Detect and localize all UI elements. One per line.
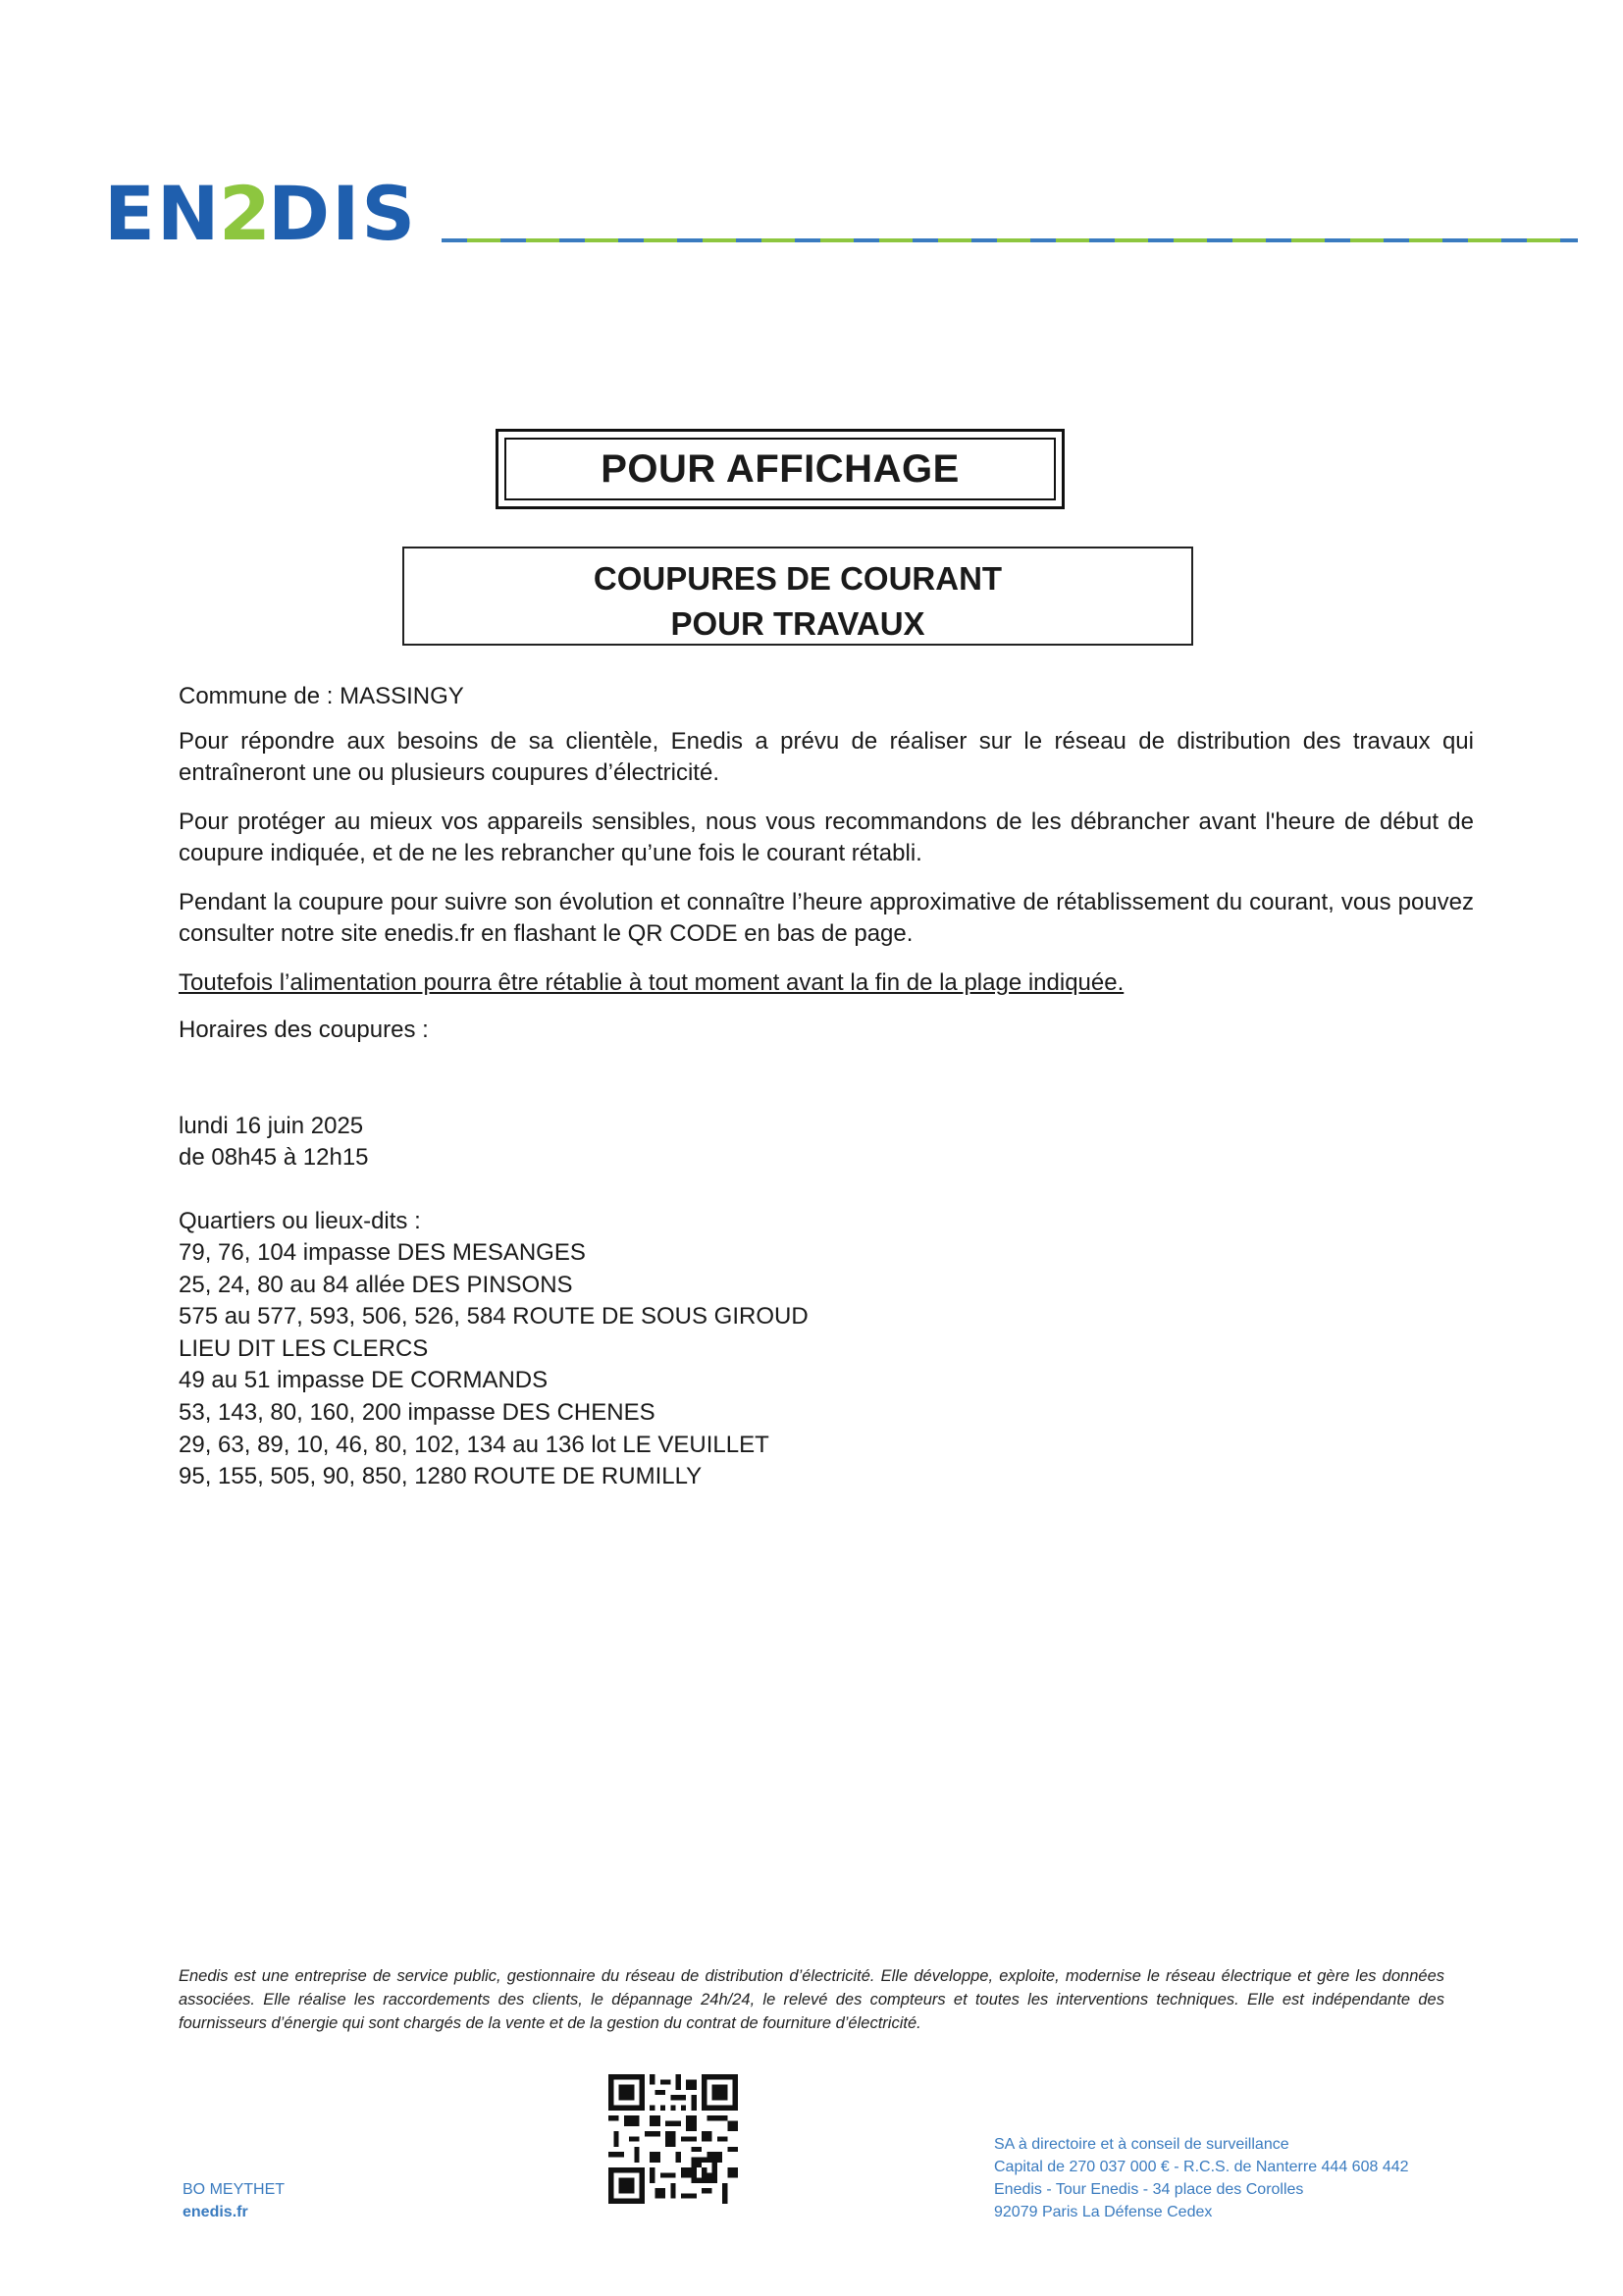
quartiers-label: Quartiers ou lieux-dits : xyxy=(179,1208,421,1234)
paragraph-travaux: Pour répondre aux besoins de sa clientèle, Enedis a prévu de réaliser sur le réseau de distribution des travaux qui entraîneront une ou plusieurs coupures d’électricité. xyxy=(179,728,1474,786)
coupure-hours: de 08h45 à 12h15 xyxy=(179,1144,369,1171)
svg-text:EN: EN xyxy=(104,175,222,247)
paragraph-suivi: Pendant la coupure pour suivre son évolution et connaître l’heure approximative de rétablissement du courant, vous pouvez consulter notre site enedis.fr en flashant le QR CODE en bas de page. xyxy=(179,889,1474,947)
coupure-date: lundi 16 juin 2025 xyxy=(179,1113,364,1139)
list-item: LIEU DIT LES CLERCS xyxy=(179,1334,429,1362)
affichage-title: POUR AFFICHAGE xyxy=(601,446,960,491)
svg-text:DIS: DIS xyxy=(268,175,418,247)
siege-line: SA à directoire et à conseil de surveillance xyxy=(994,2136,1289,2153)
siege-line: 92079 Paris La Défense Cedex xyxy=(994,2204,1213,2220)
siege-line: Capital de 270 037 000 € - R.C.S. de Nanterre 444 608 442 xyxy=(994,2159,1409,2175)
siege-line: Enedis - Tour Enedis - 34 place des Corolles xyxy=(994,2181,1304,2198)
agence-site-link[interactable]: enedis.fr xyxy=(183,2204,248,2220)
list-item: 29, 63, 89, 10, 46, 80, 102, 134 au 136 lot LE VEUILLET xyxy=(179,1431,769,1458)
affichage-box xyxy=(496,429,1065,509)
horaires-label: Horaires des coupures : xyxy=(179,1017,429,1043)
quartiers-list xyxy=(179,1237,809,1493)
siege-block xyxy=(994,2133,1409,2223)
agence-block xyxy=(183,2178,285,2223)
footer-legal-text: Enedis est une entreprise de service public, gestionnaire du réseau de distribution d’électricité. Elle développe, exploite, modernise le réseau électrique et gère les données associées. Elle réalise les raccordements des clients, le dépannage 24h/24, le relevé des compteurs et toutes les interventions techniques. Elle est indépendante des fournisseurs d’énergie qui sont chargés de la vente et de la gestion du contrat de fourniture d’électricité. xyxy=(179,1967,1444,2032)
list-item: 95, 155, 505, 90, 850, 1280 ROUTE DE RUMILLY xyxy=(179,1463,703,1490)
list-item: 49 au 51 impasse DE CORMANDS xyxy=(179,1367,549,1394)
coupures-box xyxy=(402,547,1193,646)
paragraph-retablissement: Toutefois l’alimentation pourra être rétablie à tout moment avant la fin de la plage indiquée. xyxy=(179,969,1125,996)
list-item: 25, 24, 80 au 84 allée DES PINSONS xyxy=(179,1271,573,1298)
agence-name: BO MEYTHET xyxy=(183,2181,286,2198)
commune-label: Commune de : MASSINGY xyxy=(179,683,464,709)
svg-text:2: 2 xyxy=(219,175,271,247)
notice-title-line1: COUPURES DE COURANT xyxy=(593,560,1003,597)
list-item: 575 au 577, 593, 506, 526, 584 ROUTE DE SOUS GIROUD xyxy=(179,1303,809,1331)
qr-code-icon[interactable] xyxy=(608,2074,738,2204)
logo-rule xyxy=(442,238,1578,242)
notice-title-line2: POUR TRAVAUX xyxy=(670,605,925,642)
paragraph-appareils: Pour protéger au mieux vos appareils sensibles, nous vous recommandons de les débrancher avant l'heure de début de coupure indiquée, et de ne les rebrancher qu’une fois le courant rétabli. xyxy=(179,809,1474,866)
list-item: 79, 76, 104 impasse DES MESANGES xyxy=(179,1239,586,1266)
list-item: 53, 143, 80, 160, 200 impasse DES CHENES xyxy=(179,1398,655,1426)
enedis-logo xyxy=(104,175,438,247)
